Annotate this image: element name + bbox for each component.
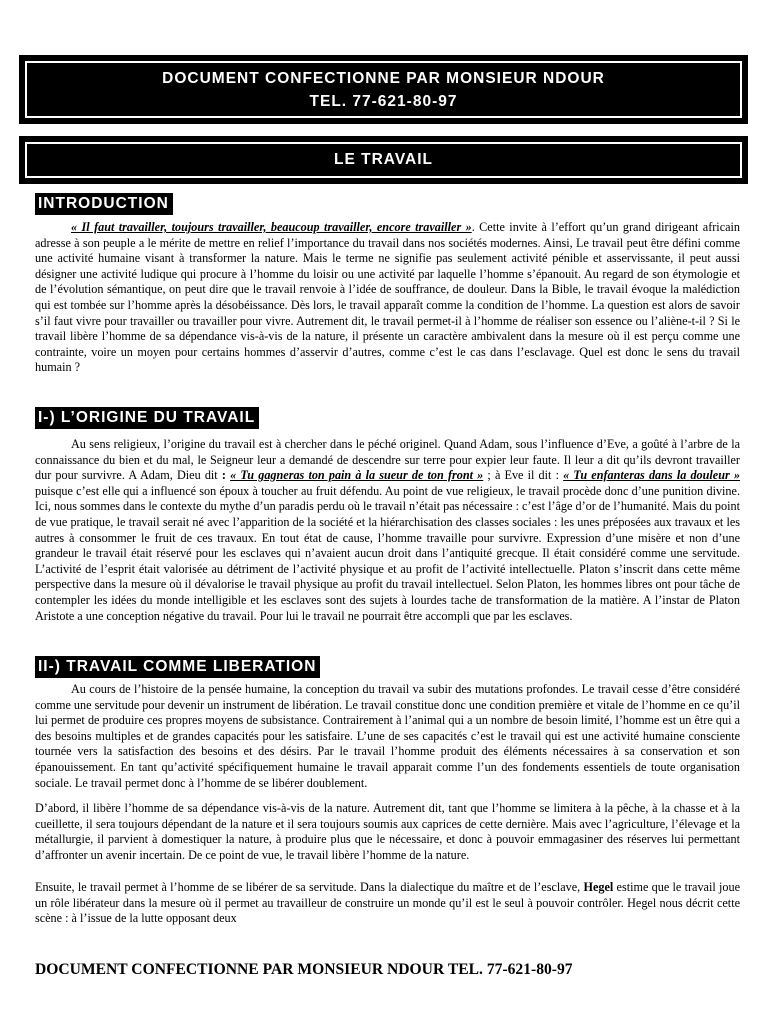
origine-text-3: puisque c’est elle qui a influencé son époux à toucher au fruit défendu. Au point de vue religieux, le travail procède donc d’une punition divine. Ici, nous sommes dans le contexte du mythe d’un paradis perdu où le travail n’était pas nécessaire : c’est l’âge d’or de l’humanité. Mais du point de vue pratique, le travail serait né avec l’apparition de la société et la hiérarchisation des classes sociales : les unes préposées aux travaux et les autres à consommer le fruit de ces travaux. En tout état de cause, l’homme travaille pour survivre. Expression d’une misère et non d’une grandeur le travail était réservé pour les esclaves qui n’avaient aucun droit dans l’antiquité grecque. Il était considéré comme une servitude. L’activité de l’esprit était valorisée au détriment de l’activité physique et au profit de l’activité intellectuelle. Platon s’inscrit dans cette même perspective dans la mesure où il dévalorise le travail physique au profit du travail intellectuel. Selon Platon, les hommes libres ont pour tâche de contempler les idées du monde intelligible et les esclaves sont des sujets à lourdes tache de transformation de la matière. A l’instar de Platon Aristote a une conception négative du travail. Pour lui le travail ne pourrait être accompli que par les esclaves. [35, 483, 740, 623]
title-banner [19, 136, 748, 184]
header-line-phone: TEL. 77-621-80-97 [309, 92, 458, 110]
introduction-paragraph [35, 220, 740, 376]
liberation-hegel-name: Hegel [583, 880, 614, 894]
origine-text-1: Au sens religieux, l’origine du travail est à chercher dans le péché originel. Quand Adam, sous l’influence d’Eve, a goûté à l’arbre de la connaissance du bien et du mal, le Seigneur leur a demandé de descendre sur terre pour expier leur faute. Il leur a dit qu’ils devront travailler dur pour survivre. A Adam, Dieu dit [35, 437, 740, 483]
liberation-text-3a: Ensuite, le travail permet à l’homme de se libérer de sa servitude. Dans la dialectique du maître et de l’esclave, [35, 880, 584, 894]
liberation-paragraph-2: D’abord, il libère l’homme de sa dépendance vis-à-vis de la nature. Autrement dit, tant que l’homme se limitera à la pêche, à la chasse et à la cueillette, il sera toujours dépendant de la nature et il sera toujours soumis aux caprices de cette dernière. Mais avec l’agriculture, l’élevage et la métallurgie, il parvient à domestiquer la nature, à produire plus que le nécessaire, et donc à pouvoir emmagasiner des réserves lui permettant d’affronter un avenir incertain. De ce point de vue, le travail libère l’homme de la nature. [35, 801, 740, 862]
section-heading-liberation: II-) TRAVAIL COMME LIBERATION [35, 656, 320, 678]
title-banner-frame [25, 142, 742, 178]
introduction-text: . Cette invite à l’effort qu’un grand dirigeant africain adresse à son peuple a le mérite de mettre en relief l’importance du travail dans nos sociétés modernes. Ainsi, Le travail peut être défini comme une activité humaine visant à transformer la nature. Mais le terme ne signifie pas seulement activité pénible et asservissante, il peut aussi désigner une activité ludique qui procure à l’homme du loisir ou une activité par laquelle l’homme s’épanouit. Au regard de son étymologie et de l’évolution sémantique, on peut dire que le travail renvoie à l’idée de souffrance, de douleur. Dans la Bible, le travail évoque la malédiction qui est tombée sur l’homme après la désobéissance. Dès lors, le travail apparaît comme la condition de l’homme. La question est alors de savoir s’il faut vivre pour travailler ou travailler pour vivre. Autrement dit, le travail permet-il à l’homme de réaliser son essence ou l’aliène-t-il ? Si le travail libère l’homme de sa dépendance vis-à-vis de la nature, il présente un caractère ambivalent dans la mesure où il est perçu comme une contrainte, voire un moyen pour certains hommes d’asservir d’autres, comme c’est le cas dans l’esclavage. Quel est donc le sens du travail humain ? [35, 220, 740, 375]
section-heading-origine: I-) L’ORIGINE DU TRAVAIL [35, 407, 259, 429]
section-heading-introduction: INTRODUCTION [35, 193, 173, 215]
origine-paragraph [35, 437, 740, 624]
origine-quote-adam: « Tu gagneras ton pain à la sueur de ton front » [230, 468, 484, 483]
liberation-text-1: Au cours de l’histoire de la pensée humaine, la conception du travail va subir des mutations profondes. Le travail cesse d’être considéré comme une servitude pour devenir un instrument de libération. Le travail constitue donc une condition première et vitale de l’homme en ce qu’il lui permet de produire ces propres moyens de subsistance. Contrairement à l’animal qui a un nombre de besoin limité, l’homme est un être qui a des besoins multiples et de grandes capacités pour les satisfaire. L’une de ses capacités c’est le travail qui est une activité humaine consciente tournée vers la satisfaction des besoins et des désirs. Par le travail l’homme produit des éléments nécessaires à sa conservation et son épanouissement. En tant qu’activité spécifiquement humaine le travail apparait comme l’un des fondements essentiels de toute organisation sociale. Le travail permet donc à l’homme de se libérer doublement. [35, 682, 740, 790]
liberation-text-3b: estime que le travail joue un rôle libérateur dans la mesure où il permet au travailleur de construire un monde qu’il est le seul à pouvoir contrôler. Hegel nous décrit cette scène : à l’issue de la lutte opposant deux [35, 880, 740, 926]
page-title: LE TRAVAIL [334, 151, 433, 168]
origine-text-2: ; à Eve il dit : [483, 468, 564, 483]
origine-quote-eve: « Tu enfanteras dans la douleur » [563, 468, 740, 483]
header-line-author: DOCUMENT CONFECTIONNE PAR MONSIEUR NDOUR [162, 69, 605, 87]
origine-colon: : [221, 468, 231, 483]
header-banner-frame [25, 61, 742, 118]
liberation-paragraph-1 [35, 682, 740, 791]
page-footer: DOCUMENT CONFECTIONNE PAR MONSIEUR NDOUR TEL. 77-621-80-97 [35, 961, 573, 978]
introduction-quote: « Il faut travailler, toujours travailler, beaucoup travailler, encore travailler » [71, 220, 472, 234]
header-banner [19, 55, 748, 124]
liberation-paragraph-3 [35, 880, 740, 927]
